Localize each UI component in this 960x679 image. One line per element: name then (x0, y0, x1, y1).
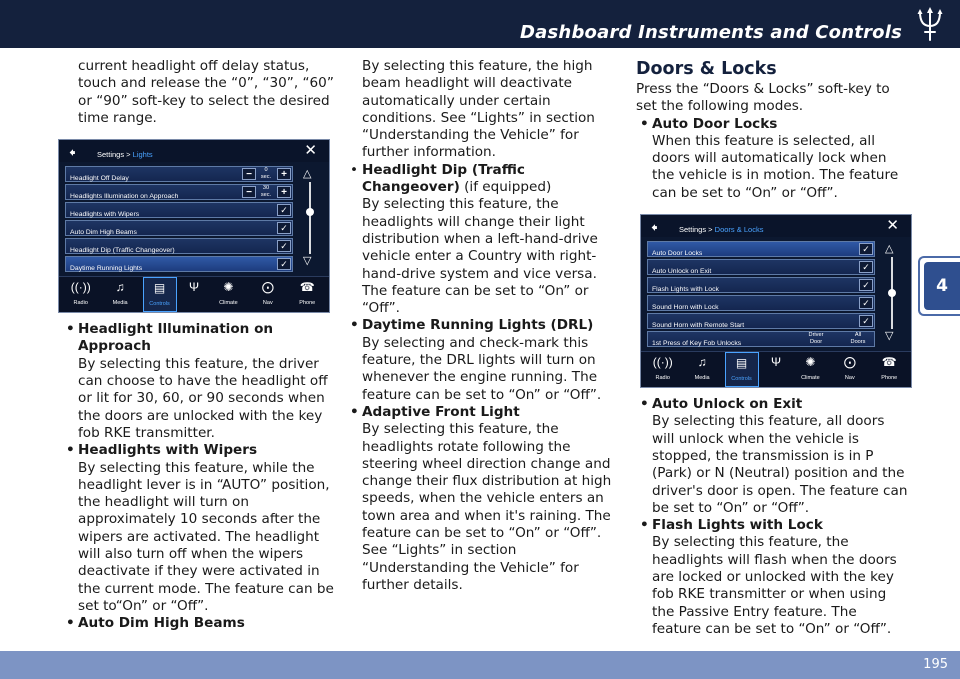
scroll-down-icon[interactable]: ▽ (303, 254, 312, 267)
chapter-tab (918, 256, 960, 316)
phone-icon: ☎ (881, 355, 897, 370)
car-icon: ▤ (735, 356, 748, 371)
nav-nav[interactable]: ⨀ Nav (833, 352, 867, 387)
item-title: • Headlights with Wipers (62, 442, 336, 459)
list-item[interactable]: Sound Horn with Remote Start ✓ (647, 313, 875, 329)
column-right (636, 58, 908, 638)
scrollbar[interactable] (297, 166, 323, 270)
music-note-icon: ♫ (115, 280, 125, 295)
radio-signal-icon: ((·)) (70, 280, 91, 295)
item-title-line (346, 162, 622, 197)
checkmark-icon[interactable]: ✓ (859, 243, 873, 255)
nav-media[interactable]: ♫ Media (103, 277, 137, 312)
item-title: • Flash Lights with Lock (636, 517, 908, 534)
nav-radio[interactable]: ((·)) Radio (64, 277, 98, 312)
checkmark-icon[interactable]: ✓ (277, 204, 291, 216)
car-icon: ▤ (153, 281, 166, 296)
list-item[interactable]: Auto Unlock on Exit ✓ (647, 259, 875, 275)
item-title: Headlight Dip (Traffic Changeover) (362, 161, 525, 196)
checkmark-icon[interactable]: ✓ (277, 240, 291, 252)
nav-media[interactable]: ♫ Media (685, 352, 719, 387)
scroll-thumb[interactable] (888, 289, 896, 297)
nav-controls[interactable]: ▤ Controls (725, 352, 759, 387)
compass-icon: ⨀ (261, 280, 274, 295)
nav-home[interactable] (764, 352, 788, 387)
chapter-number: 4 (924, 262, 960, 310)
lights-settings-screen (58, 139, 330, 313)
scroll-down-icon[interactable]: ▽ (885, 329, 894, 342)
radio-signal-icon: ((·)) (652, 355, 673, 370)
list-item-selected[interactable]: Auto Door Locks ✓ (647, 241, 875, 257)
value-readout: 0 sec. (260, 167, 272, 180)
plus-button[interactable]: + (277, 186, 291, 198)
item-title: • Adaptive Front Light (346, 404, 622, 421)
nav-radio[interactable]: ((·)) Radio (646, 352, 680, 387)
section-title: Dashboard Instruments and Controls (520, 22, 902, 43)
page-footer (0, 651, 960, 679)
nav-nav[interactable]: ⨀ Nav (251, 277, 285, 312)
item-body: By selecting this feature, the headlights rotate following the steering wheel direction change and change their flux distribution at high speeds, when the vehicle enters an town area and when it's raining. The feature can be set to “On” or “Off”. See “Lights” in section “Understanding the Vehicle” for further details. (362, 421, 612, 593)
minus-button[interactable]: − (242, 168, 256, 180)
fan-icon: ✺ (223, 280, 234, 295)
breadcrumb: Settings > Doors & Locks (679, 225, 764, 235)
breadcrumb: Settings > Lights (97, 150, 153, 160)
list-item[interactable]: Headlights Illumination on Approach − 30 sec. + (65, 184, 293, 200)
close-icon[interactable]: ✕ (304, 142, 317, 160)
nav-phone[interactable]: ☎ Phone (872, 352, 906, 387)
scroll-up-icon[interactable]: △ (303, 168, 312, 181)
item-title: • Daytime Running Lights (DRL) (346, 317, 622, 334)
checkmark-icon[interactable]: ✓ (277, 222, 291, 234)
list-item[interactable]: Headlight Off Delay − 0 sec. + (65, 166, 293, 182)
item-title: • Auto Door Locks (636, 116, 908, 133)
list-item-selected[interactable]: Daytime Running Lights ✓ (65, 256, 293, 272)
screen-topbar (641, 215, 911, 237)
item-title: • Auto Unlock on Exit (636, 396, 908, 413)
nav-controls[interactable]: ▤ Controls (143, 277, 177, 312)
phone-icon: ☎ (299, 280, 315, 295)
item-body: When this feature is selected, all doors will automatically lock when the vehicle is in motion. The feature can be set to “On” or “Off”. (652, 132, 899, 201)
maserati-trident-logo-icon (914, 6, 946, 44)
bottom-nav-bar (59, 276, 329, 312)
item-body: By selecting this feature, the headlights will change their light distribution when a left-hand-drive vehicle enter a Country with right-hand-drive system and vice versa. The feature can be set to “On” or “Off”. (362, 196, 598, 317)
list-item[interactable]: Auto Dim High Beams ✓ (65, 220, 293, 236)
item-body: By selecting this feature, the driver can choose to have the headlight off or lit for 30, 60, or 90 seconds when the doors are unlocked with the key fob RKE transmitter. (78, 355, 328, 441)
list-item[interactable]: 1st Press of Key Fob Unlocks Driver Door All Doors (647, 331, 875, 347)
item-title: • Auto Dim High Beams (62, 615, 336, 632)
nav-climate[interactable]: ✺ Climate (793, 352, 827, 387)
item-suffix: (if equipped) (464, 179, 552, 196)
option-all-doors[interactable]: All Doors (850, 332, 866, 345)
checkmark-icon[interactable]: ✓ (859, 297, 873, 309)
section-heading: Doors & Locks (636, 59, 777, 79)
scroll-track (309, 182, 311, 254)
settings-list (647, 241, 875, 349)
nav-climate[interactable]: ✺ Climate (211, 277, 245, 312)
fan-icon: ✺ (805, 355, 816, 370)
back-arrow-icon[interactable]: 🠸 (69, 145, 76, 161)
page-number: 195 (923, 657, 948, 672)
page-header (0, 0, 960, 48)
list-item[interactable]: Flash Lights with Lock ✓ (647, 277, 875, 293)
paragraph-intro: Press the “Doors & Locks” soft-key to set the following modes. (636, 81, 890, 115)
nav-home[interactable] (182, 277, 206, 312)
minus-button[interactable]: − (242, 186, 256, 198)
plus-button[interactable]: + (277, 168, 291, 180)
close-icon[interactable]: ✕ (886, 217, 899, 235)
item-body: By selecting this feature, the headlights will flash when the doors are locked or unlocked with the key fob RKE transmitter or when using the Passive Entry feature. The feature can be set to “On” or “Off”. (652, 534, 897, 637)
item-title: • Headlight Illumination on Approach (62, 321, 336, 356)
trident-icon: Ψ (770, 355, 781, 370)
settings-list (65, 166, 293, 274)
option-driver-door[interactable]: Driver Door (808, 332, 824, 345)
checkmark-icon[interactable]: ✓ (859, 315, 873, 327)
music-note-icon: ♫ (697, 355, 707, 370)
scroll-thumb[interactable] (306, 208, 314, 216)
item-body: By selecting this feature, all doors will unlock when the vehicle is stopped, the transmission is in P (Park) or N (Neutral) position and the driver's door is open. The feature can be set to “On” or “Off”. (652, 413, 908, 516)
checkmark-icon[interactable]: ✓ (859, 261, 873, 273)
scroll-up-icon[interactable]: △ (885, 243, 894, 256)
column-middle (346, 58, 622, 594)
compass-icon: ⨀ (843, 355, 856, 370)
back-arrow-icon[interactable]: 🠸 (651, 220, 658, 236)
paragraph-intro: current headlight off delay status, touch and release the “0”, “30”, “60” or “90” soft-key to select the desired time range. (78, 58, 334, 126)
item-body: By selecting this feature, while the headlight lever is in “AUTO” position, the headlight will turn on approximately 10 seconds after the wipers are activated. The headlight will also turn off when the wipers deactivate if they were activated in the current mode. The feature can be set to“On” or “Off”. (78, 459, 334, 614)
trident-icon: Ψ (188, 280, 199, 295)
checkmark-icon[interactable]: ✓ (277, 258, 291, 270)
value-readout: 30 sec. (260, 185, 272, 198)
scrollbar[interactable] (879, 241, 905, 345)
checkmark-icon[interactable]: ✓ (859, 279, 873, 291)
column-left (62, 58, 336, 633)
doors-locks-settings-screen (640, 214, 912, 388)
list-item[interactable]: Sound Horn with Lock ✓ (647, 295, 875, 311)
list-item[interactable]: Headlights with Wipers ✓ (65, 202, 293, 218)
screen-topbar (59, 140, 329, 162)
item-body: By selecting and check-mark this feature, the DRL lights will turn on whenever the engine running. The feature can be set to “On” or “Off”. (362, 334, 602, 403)
bottom-nav-bar (641, 351, 911, 387)
paragraph-intro: By selecting this feature, the high beam headlight will deactivate automatically under certain conditions. See “Lights” in section “Understanding the Vehicle” for further information. (362, 58, 595, 161)
nav-phone[interactable]: ☎ Phone (290, 277, 324, 312)
list-item[interactable]: Headlight Dip (Traffic Changeover) ✓ (65, 238, 293, 254)
